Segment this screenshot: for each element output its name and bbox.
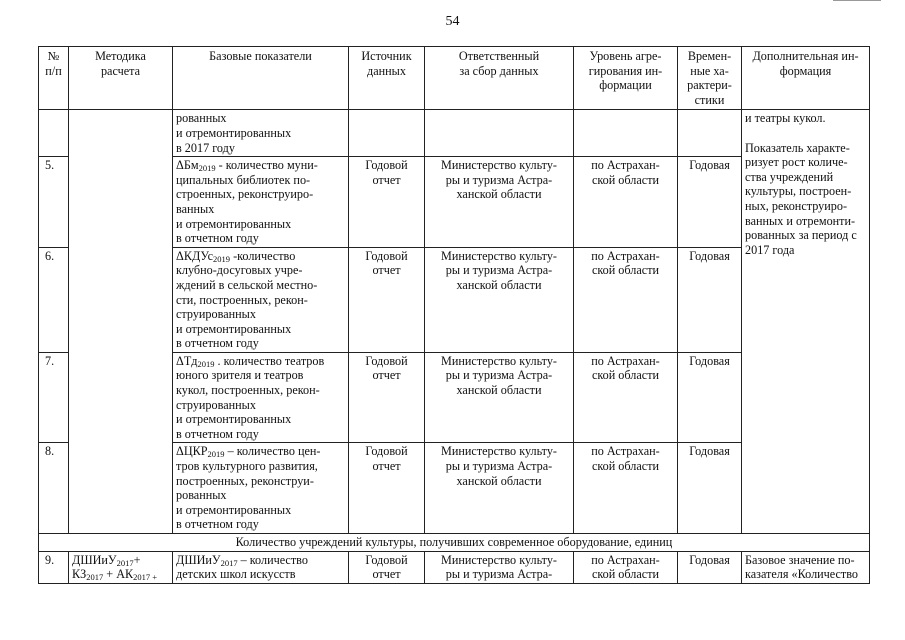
text-line: Годовой: [365, 444, 408, 459]
header-cell: [69, 47, 173, 110]
table-row: [39, 551, 870, 583]
responsible-cell: [425, 110, 574, 157]
info-cell: [742, 551, 870, 583]
text-line: Дополнительная ин-: [752, 49, 859, 63]
text-line: казателя «Количество: [745, 567, 859, 582]
level-cell: [574, 110, 678, 157]
header-cell: [574, 47, 678, 110]
text-line: ных, реконструиро-: [745, 198, 847, 213]
text-line: струированных: [176, 307, 256, 322]
text-line: и отремонтированных: [176, 125, 292, 140]
text-line: кукол, построенных, рекон-: [176, 383, 320, 398]
row7-indicator: [176, 354, 345, 442]
text-line: ханской области: [456, 187, 542, 202]
text-line: формации: [599, 78, 652, 93]
text-line: и отремонтированных: [176, 412, 292, 427]
time-cell: Годовая: [678, 247, 742, 352]
text-line: построенных, реконструи-: [176, 473, 314, 488]
num-cell: 6.: [39, 247, 69, 352]
text-line: по Астрахан-: [591, 353, 660, 368]
text-line: отчет: [372, 263, 401, 278]
text-line: ΔКДУс$_{2019}$ -количество: [176, 248, 296, 264]
header-num: [42, 49, 65, 78]
text-line: Министерство культу-: [441, 552, 557, 567]
source-cell: [349, 551, 425, 583]
method-cell: [69, 551, 173, 583]
text-line: Министерство культу-: [441, 248, 557, 263]
text-line: Методика: [95, 49, 146, 63]
text-line: расчета: [100, 63, 141, 78]
text-line: Министерство культу-: [441, 444, 557, 459]
text-line: в отчетном году: [176, 517, 259, 532]
indicator-cell: [173, 352, 349, 443]
text-line: ры и туризма Астра-: [445, 172, 553, 187]
text-line: Показатель характе-: [745, 140, 850, 155]
section-heading: Количество учреждений культуры, получивших современное оборудование, единиц: [39, 534, 870, 552]
text-line: отчет: [372, 459, 401, 474]
level-cell: [574, 157, 678, 248]
header-source: [352, 49, 421, 78]
text-line: клубно-досуговых учре-: [176, 263, 303, 278]
time-cell: [678, 110, 742, 157]
text-line: в отчетном году: [176, 231, 259, 246]
method-cell: [69, 110, 173, 534]
num-cell: 5.: [39, 157, 69, 248]
header-info: [745, 49, 866, 78]
header-cell: [425, 47, 574, 110]
text-line: отчет: [372, 567, 401, 582]
text-line: рактери-: [687, 78, 732, 93]
responsible-cell: [425, 443, 574, 534]
time-cell: Годовая: [678, 443, 742, 534]
header-time: [681, 49, 738, 107]
header-indicators: [176, 49, 345, 64]
header-cell: [349, 47, 425, 110]
header-responsible: [428, 49, 570, 78]
source-cell: [349, 352, 425, 443]
row8-indicator: [176, 444, 345, 532]
text-line: Источник: [361, 49, 412, 63]
header-method: [72, 49, 169, 78]
text-line: Годовой: [365, 158, 408, 173]
text-line: гирования ин-: [588, 63, 663, 78]
text-line: ской области: [591, 368, 660, 383]
text-line: ванных и отремонти-: [745, 213, 856, 228]
text-line: Годовой: [365, 552, 408, 567]
text-line: ской области: [591, 263, 660, 278]
num-cell: [39, 110, 69, 157]
header-cell: [173, 47, 349, 110]
source-cell: [349, 443, 425, 534]
source-cell: [349, 247, 425, 352]
text-line: и отремонтированных: [176, 502, 292, 517]
text-line: по Астрахан-: [591, 552, 660, 567]
table-row: [39, 110, 870, 157]
text-line: строенных, реконструиро-: [176, 187, 314, 202]
text-line: ризует рост количе-: [745, 155, 848, 170]
text-line: ные ха-: [690, 63, 729, 78]
text-line: ждений в сельской местно-: [176, 277, 318, 292]
text-line: культуры, построен-: [745, 184, 852, 199]
text-line: в отчетном году: [176, 336, 259, 351]
text-line: №: [47, 49, 60, 63]
info-cell: [742, 110, 870, 534]
indicator-cell: [173, 551, 349, 583]
num-cell: 7.: [39, 352, 69, 443]
indicator-cell: [173, 110, 349, 157]
text-line: по Астрахан-: [591, 248, 660, 263]
indicator-cell: [173, 247, 349, 352]
text-line: ханской области: [456, 383, 542, 398]
text-line: тров культурного развития,: [176, 459, 318, 474]
text-line: ΔТд$_{2019}$ . количество театров: [176, 353, 325, 369]
text-line: отчет: [372, 172, 401, 187]
text-line: ханской области: [456, 473, 542, 488]
text-line: формация: [779, 63, 832, 78]
text-line: 2017 года: [745, 242, 795, 257]
text-line: ры и туризма Астра-: [445, 263, 553, 278]
text-line: стики: [694, 92, 725, 107]
num-cell: 9.: [39, 551, 69, 583]
text-line: п/п: [45, 63, 62, 78]
header-cell: [39, 47, 69, 110]
text-line: струированных: [176, 397, 256, 412]
row9-method: ДШИиУ$_{2017}$+ $КЗ_{2017} + АК_{2017 +}$: [72, 552, 158, 583]
row6-indicator: [176, 249, 345, 351]
corner-mark: [833, 0, 881, 1]
text-line: сти, построенных, рекон-: [176, 292, 308, 307]
num-cell: 8.: [39, 443, 69, 534]
header-row: [39, 47, 870, 110]
text-line: ΔБм$_{2019}$ - количество муни-: [176, 158, 318, 174]
header-level: [577, 49, 674, 93]
responsible-cell: [425, 157, 574, 248]
text-line: ской области: [591, 459, 660, 474]
text-line: по Астрахан-: [591, 158, 660, 173]
text-line: Ответственный: [458, 49, 540, 63]
text-line: Базовые показатели: [209, 49, 312, 63]
text-line: $\Delta ЦКР_{2019}$ – количество цен-: [176, 444, 321, 460]
cont-info: [745, 111, 866, 257]
text-line: Базовое значение по-: [745, 552, 855, 567]
section-heading-row: [39, 534, 870, 552]
level-cell: [574, 551, 678, 583]
header-cell: [742, 47, 870, 110]
text-line: и отремонтированных: [176, 321, 292, 336]
text-line: ципальных библиотек по-: [176, 172, 311, 187]
level-cell: [574, 352, 678, 443]
text-line: Времен-: [687, 49, 732, 63]
text-line: в 2017 году: [176, 140, 235, 155]
text-line: рованных: [176, 111, 227, 126]
text-line: данных: [367, 63, 406, 78]
responsible-cell: [425, 551, 574, 583]
text-line: ства учреждений: [745, 169, 834, 184]
text-line: ванных: [176, 201, 215, 216]
time-cell: Годовая: [678, 551, 742, 583]
text-line: ской области: [591, 567, 660, 582]
text-line: Годовой: [365, 248, 408, 263]
page-number: 54: [445, 14, 460, 29]
text-line: Министерство культу-: [441, 353, 557, 368]
level-cell: [574, 443, 678, 534]
time-cell: Годовая: [678, 352, 742, 443]
source-cell: [349, 110, 425, 157]
time-cell: Годовая: [678, 157, 742, 248]
text-line: ской области: [591, 172, 660, 187]
text-line: ры и туризма Астра-: [445, 459, 553, 474]
text-line: и театры кукол.: [745, 111, 826, 126]
text-line: и отремонтированных: [176, 216, 292, 231]
text-line: юного зрителя и театров: [176, 368, 304, 383]
text-line: по Астрахан-: [591, 444, 660, 459]
responsible-cell: [425, 352, 574, 443]
text-line: в отчетном году: [176, 426, 259, 441]
text-line: за сбор данных: [459, 63, 539, 78]
header-cell: [678, 47, 742, 110]
text-line: ханской области: [456, 277, 542, 292]
responsible-cell: [425, 247, 574, 352]
row9-indicator: ДШИиУ$_{2017}$ – количество детских школ искусств: [176, 552, 308, 582]
text-line: [745, 126, 866, 141]
text-line: рованных: [176, 488, 227, 503]
text-line: ры и туризма Астра-: [445, 368, 553, 383]
text-line: Уровень агре-: [589, 49, 662, 63]
text-line: отчет: [372, 368, 401, 383]
indicator-cell: [173, 157, 349, 248]
cont-indicator: [176, 111, 345, 155]
text-line: Годовой: [365, 353, 408, 368]
source-cell: [349, 157, 425, 248]
row5-indicator: [176, 158, 345, 246]
level-cell: [574, 247, 678, 352]
indicator-table: [38, 46, 870, 584]
text-line: Министерство культу-: [441, 158, 557, 173]
text-line: ры и туризма Астра-: [445, 567, 553, 582]
text-line: рованных за период с: [745, 228, 857, 243]
indicator-cell: [173, 443, 349, 534]
